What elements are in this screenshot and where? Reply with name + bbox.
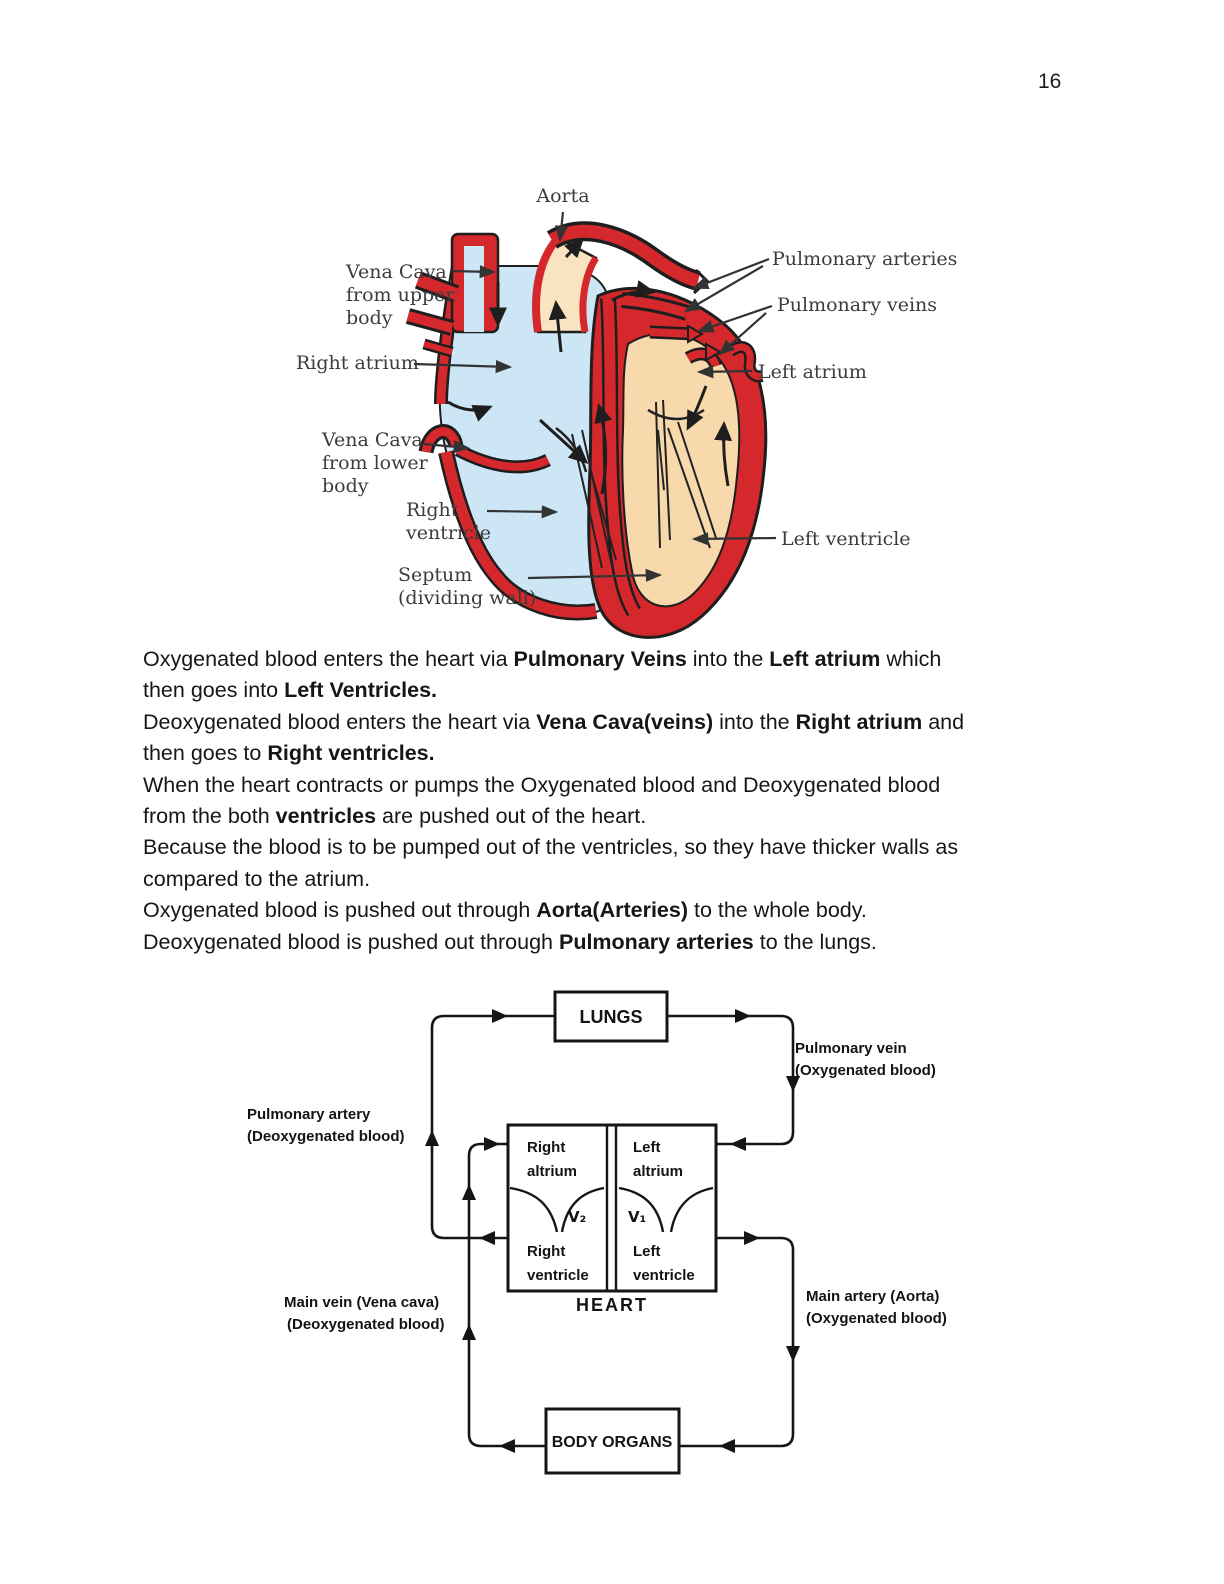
page-number: 16	[1038, 70, 1062, 93]
body-text-line: compared to the atrium.	[143, 866, 371, 891]
label-pulmonary-veins: Pulmonary veins	[777, 294, 938, 316]
label-septum-2: (dividing wall)	[398, 587, 537, 609]
body-text-line: When the heart contracts or pumps the Oxygenated blood and Deoxygenated blood	[143, 772, 941, 797]
label-right-atrium: Right atrium	[296, 352, 419, 374]
chamber-left-ventricle-1: Left	[633, 1243, 661, 1260]
label-pulmonary-artery-1: Pulmonary artery	[247, 1106, 371, 1123]
label-vena-cava-upper-3: body	[346, 307, 393, 329]
label-left-atrium: Left atrium	[758, 361, 867, 383]
body-text-line: Deoxygenated blood enters the heart via Vena Cava(veins) into the Right atrium and	[143, 709, 965, 734]
heart-box	[508, 1125, 716, 1291]
heart-caption: HEART	[576, 1295, 648, 1315]
label-left-ventricle: Left ventricle	[781, 528, 911, 550]
body-organs-box	[546, 1409, 679, 1473]
body-text-line: Oxygenated blood enters the heart via Pulmonary Veins into the Left atrium which	[143, 647, 942, 671]
label-aorta: Aorta	[536, 185, 590, 207]
label-right-ventricle-1: Right	[406, 499, 459, 521]
label-vena-cava-upper-2: from upper	[346, 284, 455, 306]
body-organs-label: BODY ORGANS	[551, 1434, 673, 1451]
lungs-label: LUNGS	[579, 1007, 643, 1027]
label-main-vein-1: Main vein (Vena cava)	[284, 1294, 440, 1311]
chamber-left-ventricle-2: ventricle	[633, 1267, 695, 1284]
body-text-line: Because the blood is to be pumped out of the ventricles, so they have thicker walls as	[143, 835, 959, 860]
chamber-right-atrium-1: Right	[527, 1139, 566, 1156]
label-right-ventricle-2: ventricle	[406, 522, 491, 544]
heart-anatomy-diagram	[280, 165, 970, 655]
label-pulmonary-vein-2: (Oxygenated blood)	[795, 1062, 936, 1079]
label-pulmonary-vein-1: Pulmonary vein	[795, 1040, 907, 1057]
body-text-line: Deoxygenated blood is pushed out through Pulmonary arteries to the lungs.	[143, 929, 877, 954]
chamber-right-ventricle-2: ventricle	[527, 1267, 589, 1284]
body-text-line: Oxygenated blood is pushed out through Aorta(Arteries) to the whole body.	[143, 898, 867, 923]
body-text-line: then goes to Right ventricles.	[143, 741, 435, 766]
valve-v1-label: V₁	[628, 1208, 647, 1226]
label-vena-cava-lower-1: Vena Cava	[322, 429, 423, 451]
chamber-right-atrium-2: altrium	[527, 1163, 578, 1180]
label-vena-cava-upper-1: Vena Cava	[346, 261, 447, 283]
label-main-artery-2: (Oxygenated blood)	[806, 1310, 947, 1327]
label-main-vein-2: (Deoxygenated blood)	[287, 1316, 445, 1333]
label-main-artery-1: Main artery (Aorta)	[806, 1288, 940, 1305]
lungs-box	[555, 992, 667, 1041]
body-text-line: then goes into Left Ventricles.	[143, 678, 438, 703]
body-text-line: from the both ventricles are pushed out of the heart.	[143, 804, 647, 829]
label-vena-cava-lower-3: body	[322, 475, 369, 497]
chamber-left-atrium-1: Left	[633, 1139, 661, 1156]
chamber-right-ventricle-1: Right	[527, 1243, 566, 1260]
valve-v2-label: V₂	[568, 1208, 587, 1226]
label-pulmonary-artery-2: (Deoxygenated blood)	[247, 1128, 405, 1145]
label-pulmonary-arteries: Pulmonary arteries	[772, 248, 958, 270]
circulation-flow-diagram	[235, 970, 975, 1490]
chamber-left-atrium-2: altrium	[633, 1163, 684, 1180]
body-text	[143, 644, 1103, 958]
label-septum-1: Septum	[398, 564, 473, 586]
label-vena-cava-lower-2: from lower	[322, 452, 428, 474]
